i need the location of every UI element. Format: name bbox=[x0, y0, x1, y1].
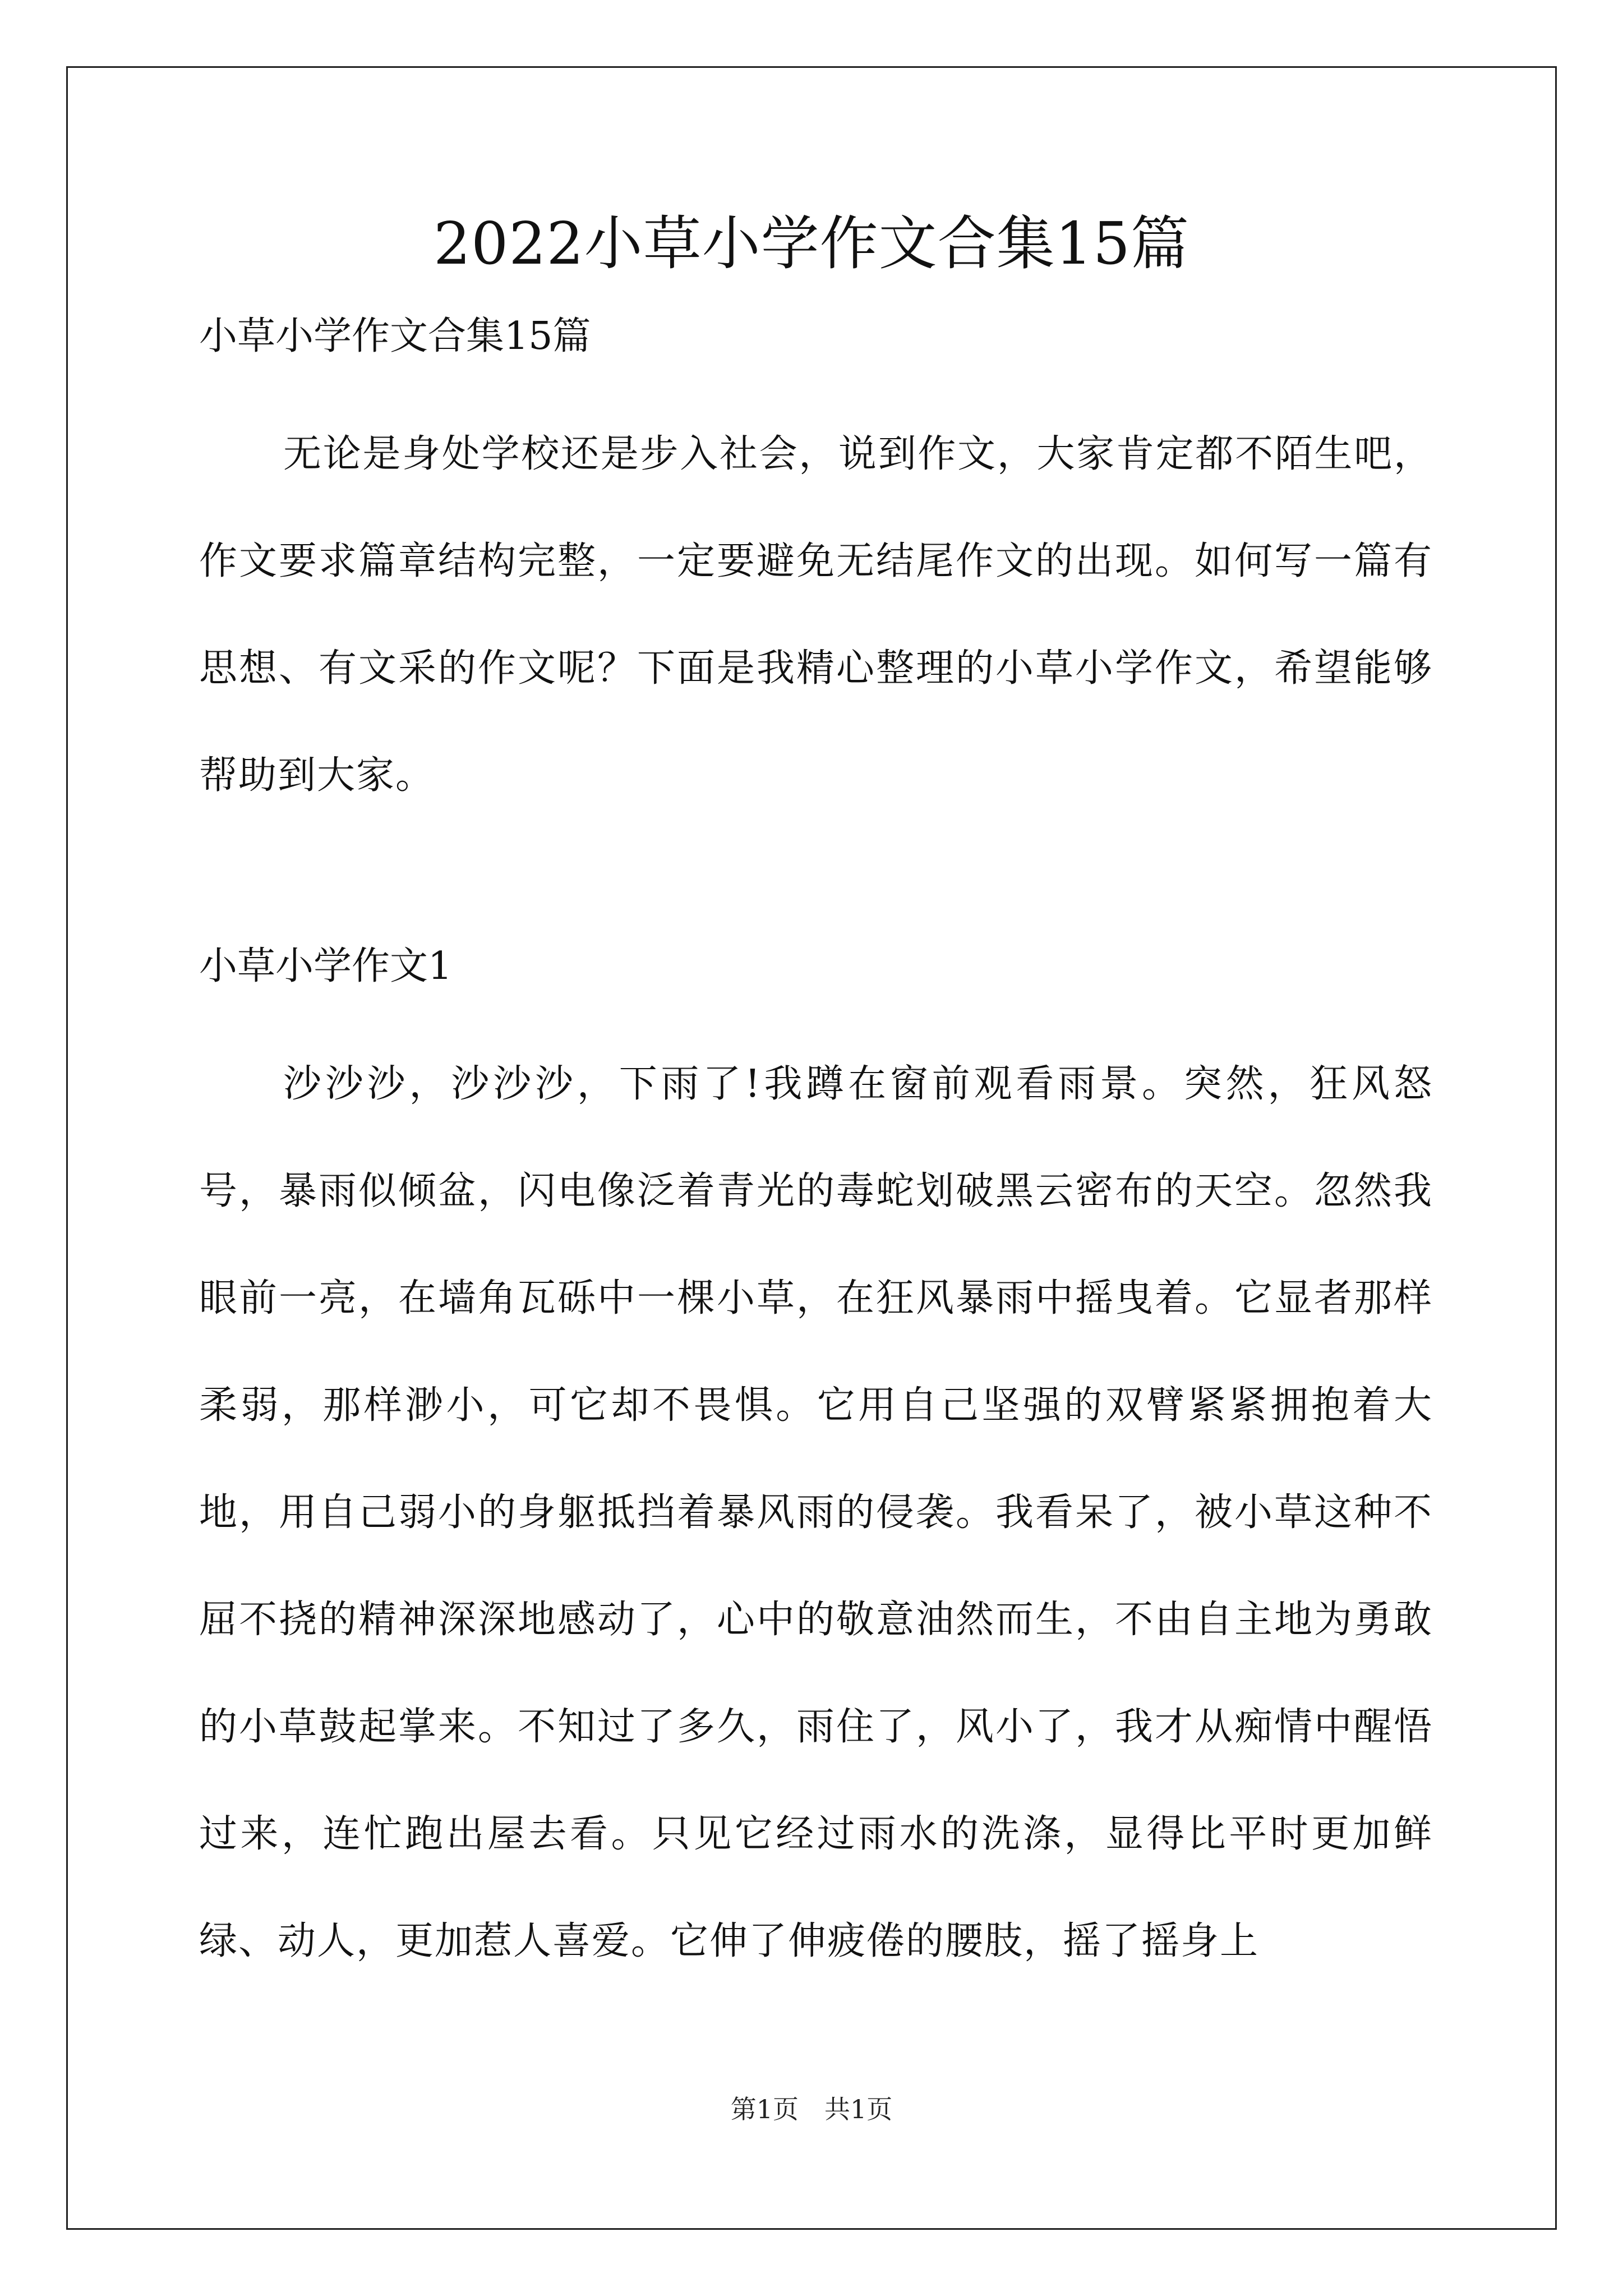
title-container bbox=[0, 202, 1623, 285]
document-title: 2022小草小学作文合集15篇 bbox=[433, 209, 1189, 278]
spacer bbox=[199, 1000, 1433, 1030]
document-body bbox=[199, 303, 1433, 1995]
page-footer: 第1页 共1页 bbox=[730, 2094, 893, 2124]
section-paragraph: 沙沙沙，沙沙沙，下雨了!我蹲在窗前观看雨景。突然，狂风怒号，暴雨似倾盆，闪电像泛着青光的毒蛇划破黑云密布的天空。忽然我眼前一亮，在墙角瓦砾中一棵小草，在狂风暴雨中摇曳着。它显者那样柔弱，那样渺小，可它却不畏惧。它用自己坚强的双臂紧紧拥抱着大地，用自己弱小的身躯抵挡着暴风雨的侵袭。我看呆了，被小草这种不屈不挠的精神深深地感动了，心中的敬意油然而生，不由自主地为勇敢的小草鼓起掌来。不知过了多久，雨住了，风小了，我才从痴情中醒悟过来，连忙跑出屋去看。只见它经过雨水的洗涤，显得比平时更加鲜绿、动人，更加惹人喜爱。它伸了伸疲倦的腰肢，摇了摇身上 bbox=[199, 1062, 1433, 1963]
section-heading: 小草小学作文1 bbox=[199, 944, 453, 988]
document-subtitle: 小草小学作文合集15篇 bbox=[199, 314, 591, 358]
spacer bbox=[199, 370, 1433, 401]
spacer bbox=[199, 829, 1433, 933]
intro-paragraph: 无论是身处学校还是步入社会，说到作文，大家肯定都不陌生吧，作文要求篇章结构完整，一定要避免无结尾作文的出现。如何写一篇有思想、有文采的作文呢？下面是我精心整理的小草小学作文，希望能够帮助到大家。 bbox=[199, 432, 1433, 798]
